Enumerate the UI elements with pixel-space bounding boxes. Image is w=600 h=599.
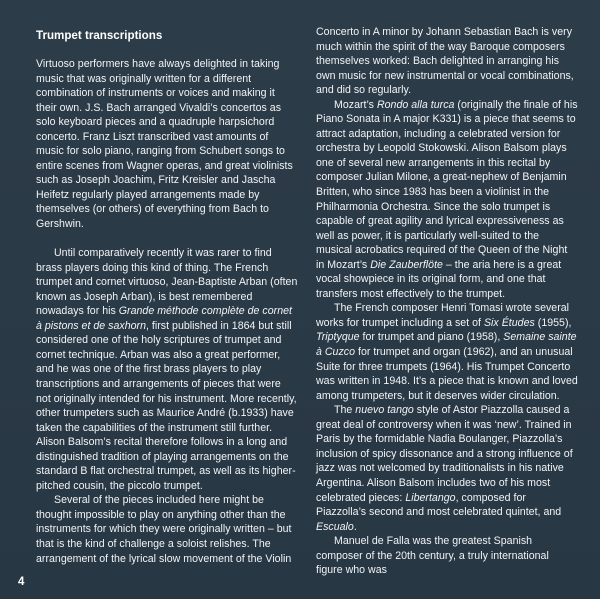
work-title: Grande méthode complète de cornet à pistons et de saxhorn <box>36 305 292 332</box>
paragraph: Concerto in A minor by Johann Sebastian Bach is very much within the spirit of the way Baroque composers themselves worked: Bach delighted in arranging his own music for new instrumental or vocal combinations, and did so regularly. <box>316 26 574 97</box>
paragraph: The nuevo tango style of Astor Piazzolla caused a great deal of controversy when it was ‘new’. Trained in Paris by the formidable Nadia Boulanger, Piazzolla’s inclusion of spicy dissonance and a strong influence of jazz was not welcomed by traditionalists in his native Argentina. Alison Balsom includes two of his most celebrated pieces: Libertango, composed for Piazzolla’s second and most celebrated quintet, and Escualo. <box>316 404 573 533</box>
paragraph: Virtuoso performers have always delighted in taking music that was originally written for a different combination of instruments or voices and making it their own. J.S. Bach arranged Vivaldi’s concertos as solo keyboard pieces and a quadruple harpsichord concerto. Franz Liszt transcribed vast amounts of music for solo piano, ranging from Schubert songs to entire scenes from Wagner operas, and great violinists such as Joseph Joachim, Fritz Kreisler and Jascha Heifetz regularly played arrangements made by themselves (or others) of everything from Bach to Gershwin. <box>36 58 293 231</box>
paragraph: Mozart’s Rondo alla turca (originally the finale of his Piano Sonata in A major K331) is a piece that seems to attract adaptation, including a celebrated version for orchestra by Leopold Stokowski. Alison Balsom plays one of several new arrangements in this recital by composer Julian Milone, a great-nephew of Benjamin Britten, who since 1983 has been a violinist in the Philharmonia Orchestra. Since the solo trumpet is capable of great agility and lyrical expressiveness as well as power, it is particularly well-suited to the musical acrobatics required of the Queen of the Night in Mozart’s Die Zauberflöte – the aria here is a great vocal showpiece in its original form, and one that transfers most effectively to the trumpet. <box>316 98 578 300</box>
paragraph: Several of the pieces included here might be thought impossible to play on anything other than the instruments for which they were originally written – but that is the kind of challenge a soloist relishes. The arrangement of the lyrical slow movement of the Violin <box>36 494 292 565</box>
style-term: nuevo tango <box>355 404 414 417</box>
work-title: Triptyque <box>316 331 360 344</box>
paragraph: Manuel de Falla was the greatest Spanish composer of the 20th century, a truly international figure who was <box>316 535 549 577</box>
paragraph: Until comparatively recently it was rarer to find brass players doing this kind of thing. The French trumpet and cornet virtuoso, Jean-Baptiste Arban (often known as Joseph Arban), is best remembered nowadays for his Grande méthode complète de cornet à pistons et de saxhorn, first published in 1864 but still considered one of the holy scriptures of trumpet and cornet technique. Arban was also a great performer, and he was one of the first brass players to play transcriptions and arrangements of pieces that were not originally intended for his instrument. More recently, other trumpeters such as Maurice André (b.1933) have taken the capabilities of the instrument still further. Alison Balsom’s recital therefore follows in a long and distinguished tradition of playing arrangements on the standard B flat orchestral trumpet, as well as its higher-pitched cousin, the piccolo trumpet. <box>36 247 298 492</box>
work-title: Die Zauberflöte <box>370 258 443 271</box>
work-title: Escualo <box>316 520 354 533</box>
work-title: Semaine sainte à Cuzco <box>316 331 577 359</box>
work-title: Rondo alla turca <box>376 98 455 111</box>
right-column <box>316 25 578 578</box>
paragraph: The French composer Henri Tomasi wrote several works for trumpet including a set of Six Études (1955), Triptyque for trumpet and piano (1958), Semaine sainte à Cuzco for trumpet and organ (1962), and an unusual Suite for three trumpets (1964). His Trumpet Concerto was written in 1948. It’s a piece that is known and loved among trumpeters, but it deserves wider circulation. <box>316 302 578 402</box>
left-column <box>36 57 298 566</box>
section-heading: Trumpet transcriptions <box>36 29 163 42</box>
page-number: 4 <box>18 576 25 588</box>
work-title: Libertango <box>405 491 456 504</box>
work-title: Six Études <box>483 316 535 329</box>
